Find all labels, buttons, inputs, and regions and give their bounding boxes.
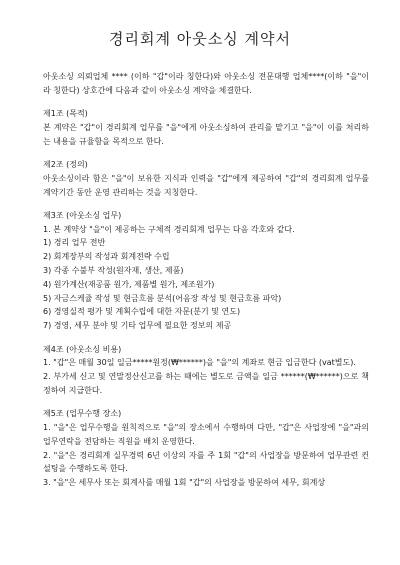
article-2 <box>43 158 369 199</box>
article-heading: 제4조 (아웃소싱 비용) <box>43 344 122 354</box>
article-5 <box>43 407 369 490</box>
article-body: 아웃소싱이라 함은 "을"이 보유한 지식과 인력을 "갑"에게 제공하여 "갑"의 경리회계 업무를 계약기간 동안 운영 관리하는 것을 지칭한다. <box>43 173 369 197</box>
article-item: 2. "을"은 경리회계 실무경력 6년 이상의 자를 주 1회 "갑"의 사업장을 방문하여 업무관련 컨설팅을 수행하도록 한다. <box>43 450 369 474</box>
article-line: 7) 경영, 세무 분야 및 기타 업무에 필요한 정보의 제공 <box>43 321 232 331</box>
article-body: 본 계약은 "갑"이 경리회계 업무를 "을"에게 아웃소싱하여 관리를 맡기고 "을"이 이를 처리하는 내용을 규율함을 목적으로 한다. <box>43 122 369 146</box>
article-line: 3) 각종 수불부 작성(원자재, 생산, 제품) <box>43 266 184 276</box>
preamble: 아웃소싱 의뢰업체 **** (이하 "갑"이라 칭한다)와 아웃소싱 전문대행 업체****(이하 "을"이라 칭한다) 상호간에 다음과 같이 아웃소싱 계약을 체결한다. <box>43 72 369 95</box>
article-1 <box>43 107 369 148</box>
article-line: 5) 자금스케쥴 작성 및 현금흐름 분석(어음장 작성 및 현금흐름 파악) <box>43 293 282 303</box>
article-heading: 제2조 (정의) <box>43 159 88 169</box>
article-heading: 제3조 (아웃소싱 업무) <box>43 210 122 220</box>
article-3 <box>43 209 369 333</box>
article-heading: 제5조 (업무수행 장소) <box>43 409 122 419</box>
article-item: 1. "을"은 업무수행을 원칙적으로 "을"의 장소에서 수행하며 다만, "갑"은 사업장에 "을"과의 업무연락을 전담하는 직원을 배치 운영한다. <box>43 423 369 446</box>
article-line: 6) 경영실적 평가 및 계획수립에 대한 자문(분기 및 연도) <box>43 307 241 317</box>
article-line: 2) 회계장부의 작성과 회계전략 수립 <box>43 252 170 262</box>
article-4 <box>43 343 369 398</box>
article-item: 2. 부가세 신고 및 연말정산신고를 하는 때에는 별도로 금액을 일금 ******(₩******)으로 책정하여 지급한다. <box>43 372 369 395</box>
article-line: 4) 원가계산(재공품 원가, 제품별 원가, 제조원가) <box>43 279 215 289</box>
document-title: 경리회계 아웃소싱 계약서 <box>109 30 291 48</box>
article-item: 1. "갑"은 매월 30일 일금*****원정(₩******)을 "을"의 계좌로 현금 입금한다 (vat별도). <box>43 358 356 368</box>
document-body <box>43 70 369 500</box>
article-line: 1) 경리 업무 전반 <box>43 238 106 248</box>
article-line: 1. 본 계약상 "을"이 제공하는 구체적 경리회계 업무는 다음 각호와 같다. <box>43 224 295 234</box>
article-heading: 제1조 (목적) <box>43 109 88 119</box>
article-item: 3. "을"은 세무사 또는 회계사를 매월 1회 "갑"의 사업장을 방문하여 세무, 회계상 <box>43 478 326 488</box>
